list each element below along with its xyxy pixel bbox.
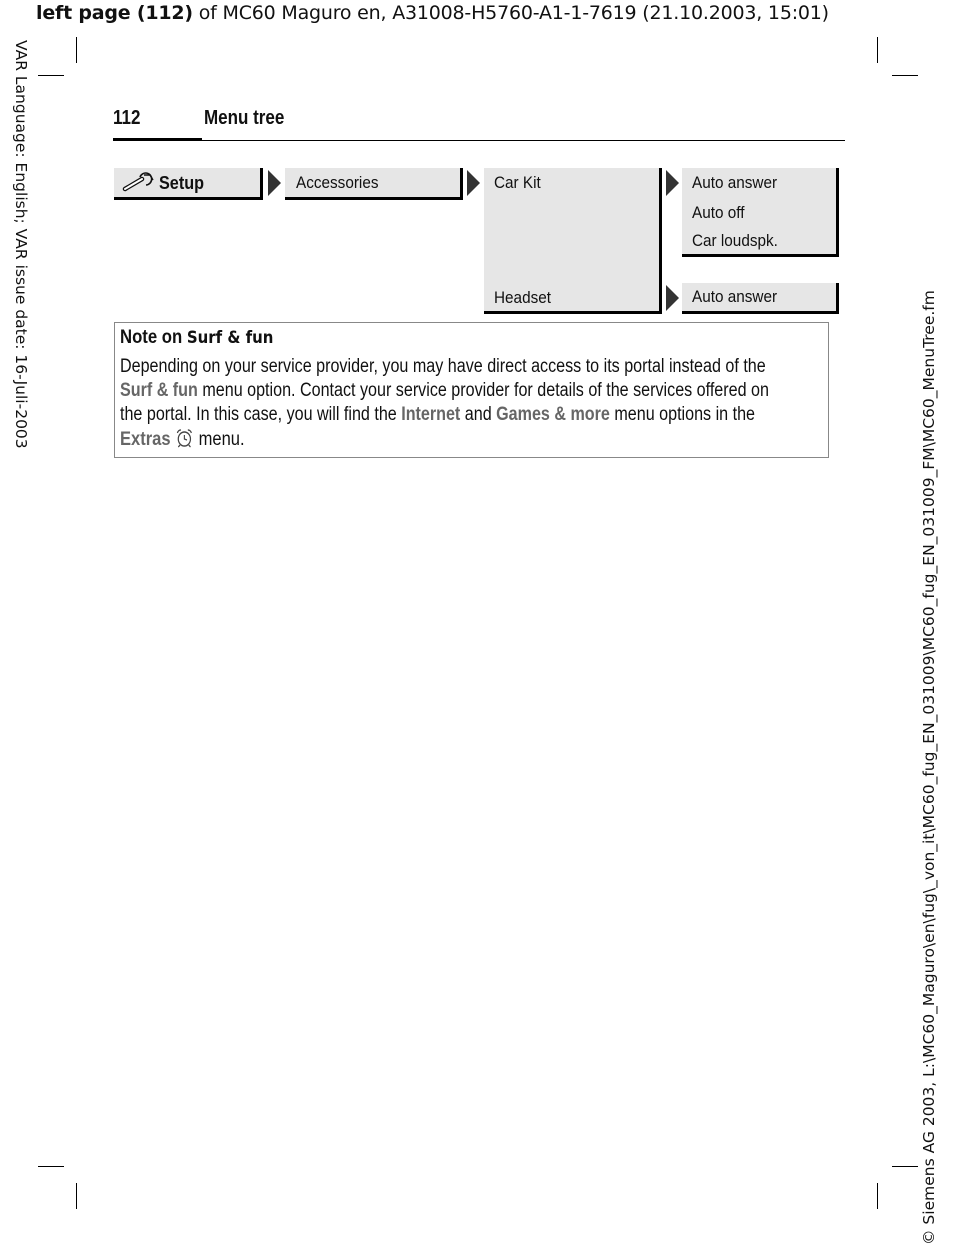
menu-node-car-kit-label: Car Kit [494,173,541,192]
menu-item-car-loudspk: Car loudspk. [692,231,778,250]
menu-node-group-level3 [484,168,662,314]
note-term-extras: Extras [120,429,171,450]
crop-mark [877,37,878,63]
note-term-internet: Internet [401,404,461,425]
note-term-surf-fun: Surf & fun [120,380,198,401]
wrench-icon [122,172,156,192]
page-number: 112 [113,107,141,129]
note-line-3-b: and [460,404,497,425]
note-title-prefix: Note on [120,327,187,348]
menu-node-setup [114,168,263,200]
running-header-rest: of MC60 Maguro en, A31008-H5760-A1-1-7619 (21.10.2003, 15:01) [192,2,829,24]
crop-mark [892,1166,918,1167]
crop-mark [76,1183,77,1209]
menu-node-group-headset-options [682,283,839,314]
arrow-right-icon [666,285,679,311]
note-line-2 [120,380,769,402]
note-line-3 [120,404,755,426]
note-line-4-text: menu. [194,429,245,450]
note-term-games-more: Games & more [496,404,610,425]
crop-mark [38,75,64,76]
menu-node-setup-label: Setup [159,173,205,193]
menu-item-auto-off: Auto off [692,203,745,222]
note-line-3-c: menu options in the [609,404,756,425]
note-title [120,327,273,349]
note-title-term: Surf & fun [186,328,274,348]
running-header-prefix: left page (112) [36,2,193,24]
menu-node-accessories-label: Accessories [296,173,379,192]
menu-item-auto-answer: Auto answer [692,173,778,192]
heading-rule [113,140,845,141]
running-header [36,2,829,24]
menu-node-headset-label: Headset [494,288,551,307]
arrow-right-icon [268,170,281,196]
menu-node-accessories [285,168,463,200]
arrow-right-icon [666,170,679,196]
menu-node-group-carkit-options [682,168,839,257]
arrow-right-icon [467,170,480,196]
note-line-4 [120,428,245,451]
crop-mark [877,1183,878,1209]
alarm-clock-icon [175,428,194,448]
crop-mark [892,75,918,76]
page-title: Menu tree [204,107,285,129]
crop-mark [76,37,77,63]
crop-mark [38,1166,64,1167]
note-line-3-a: the portal. In this case, you will find the [120,404,402,425]
note-line-1: Depending on your service provider, you may have direct access to its portal instead of the [120,356,766,377]
note-line-2-text: menu option. Contact your service provider for details of the services offered on [197,380,769,401]
side-text-left: VAR Language: English; VAR issue date: 16-Juli-2003 [12,40,30,449]
menu-item-auto-answer-headset: Auto answer [692,287,778,306]
side-text-right: © Siemens AG 2003, L:\MC60_Maguro\en\fug\_von_it\MC60_fug_EN_031009\MC60_fug_EN_031009_FM\MC60_MenuTree.fm [920,290,938,1245]
